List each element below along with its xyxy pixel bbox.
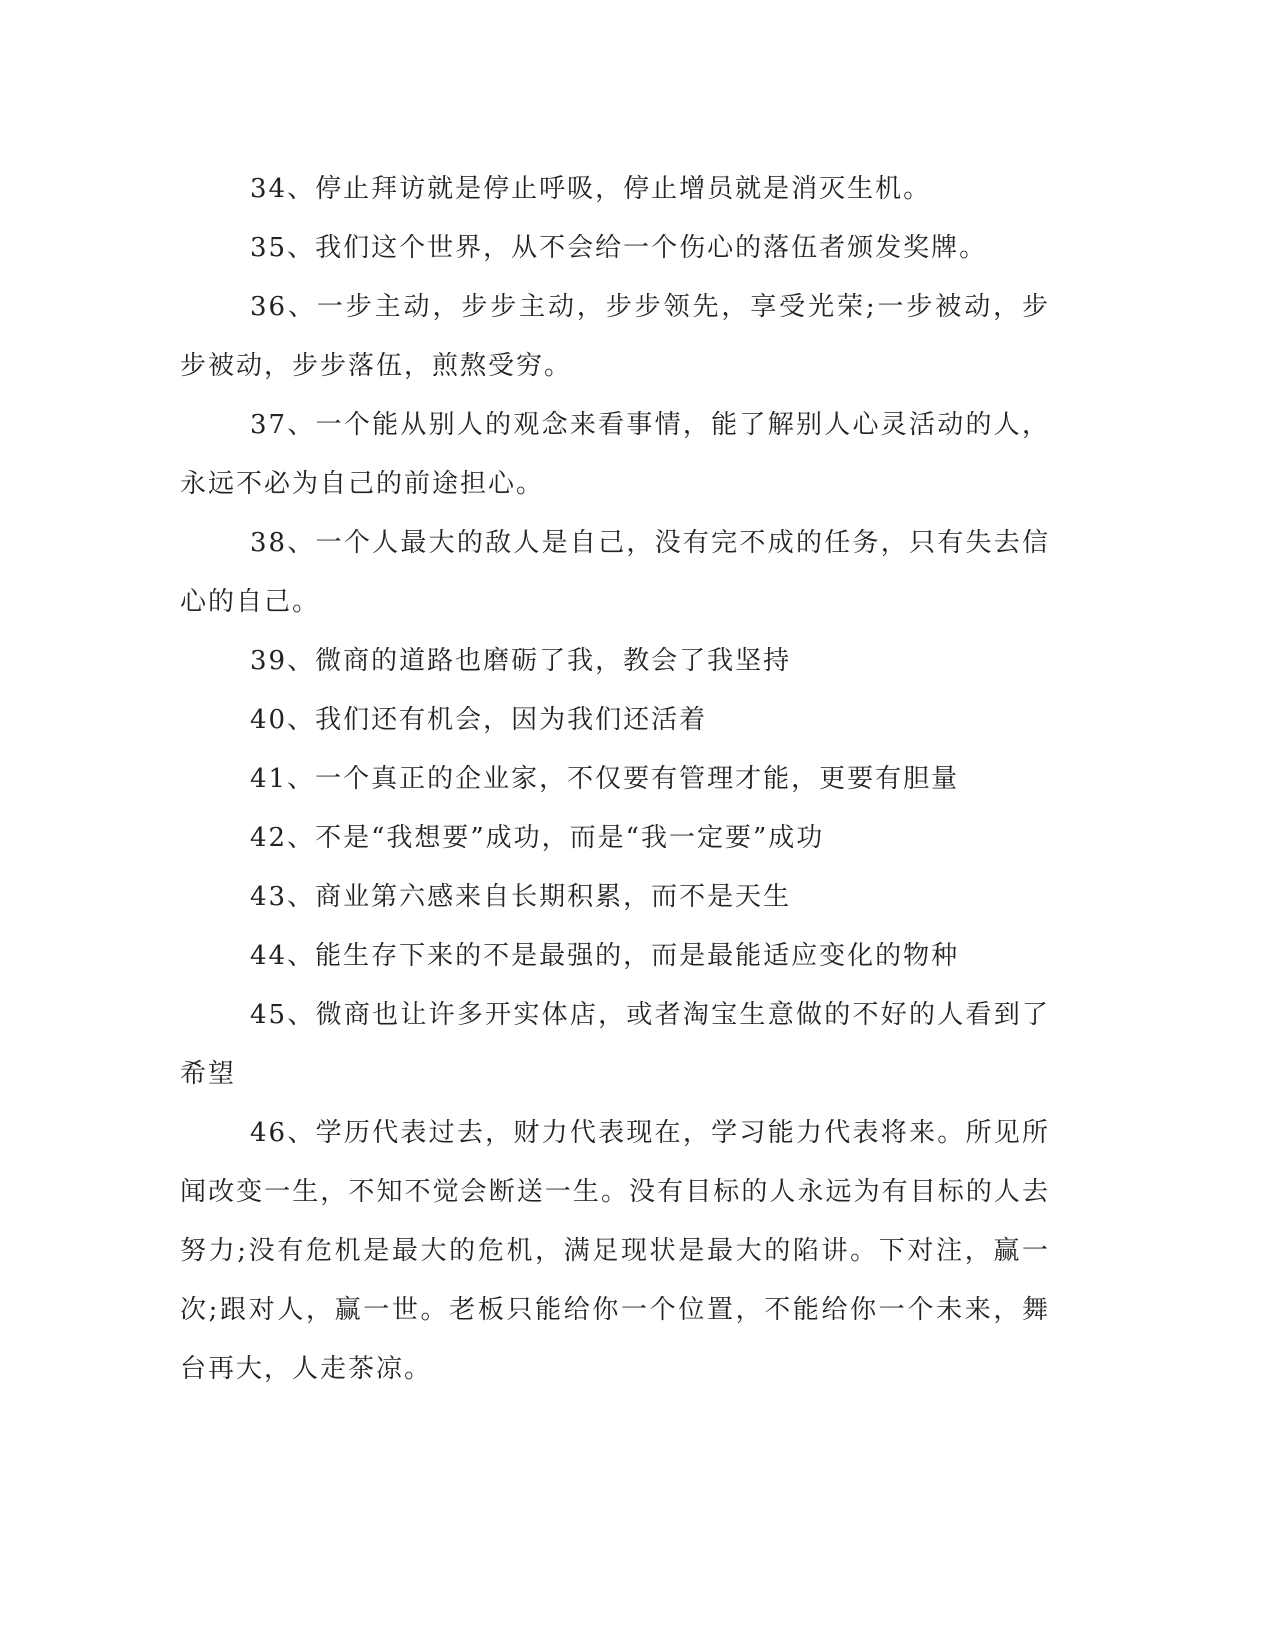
paragraph-37: 37、一个能从别人的观念来看事情，能了解别人心灵活动的人，永远不必为自己的前途担心。 [180,410,1050,499]
paragraph-41: 41、一个真正的企业家，不仅要有管理才能，更要有胆量 [250,764,960,794]
paragraph-40: 40、我们还有机会，因为我们还活着 [250,705,708,735]
paragraph-36: 36、一步主动，步步主动，步步领先，享受光荣;一步被动，步步被动，步步落伍，煎熬受穷。 [180,292,1050,381]
paragraph-39: 39、微商的道路也磨砺了我，教会了我坚持 [250,646,792,676]
paragraph-45: 45、微商也让许多开实体店，或者淘宝生意做的不好的人看到了希望 [180,1000,1050,1089]
paragraph-44: 44、能生存下来的不是最强的，而是最能适应变化的物种 [250,941,960,971]
paragraph-46: 46、学历代表过去，财力代表现在，学习能力代表将来。所见所闻改变一生，不知不觉会断送一生。没有目标的人永远为有目标的人去努力;没有危机是最大的危机，满足现状是最大的陷讲。下对注，赢一次;跟对人，赢一世。老板只能给你一个位置，不能给你一个未来，舞台再大，人走茶凉。 [180,1118,1050,1384]
paragraph-38: 38、一个人最大的敌人是自己，没有完不成的任务，只有失去信心的自己。 [180,528,1050,617]
paragraph-43: 43、商业第六感来自长期积累，而不是天生 [250,882,792,912]
paragraph-35: 35、我们这个世界，从不会给一个伤心的落伍者颁发奖牌。 [250,233,988,263]
document-body [180,160,1050,1399]
paragraph-42: 42、不是“我想要”成功，而是“我一定要”成功 [250,823,825,853]
paragraph-34: 34、停止拜访就是停止呼吸，停止增员就是消灭生机。 [250,174,932,204]
